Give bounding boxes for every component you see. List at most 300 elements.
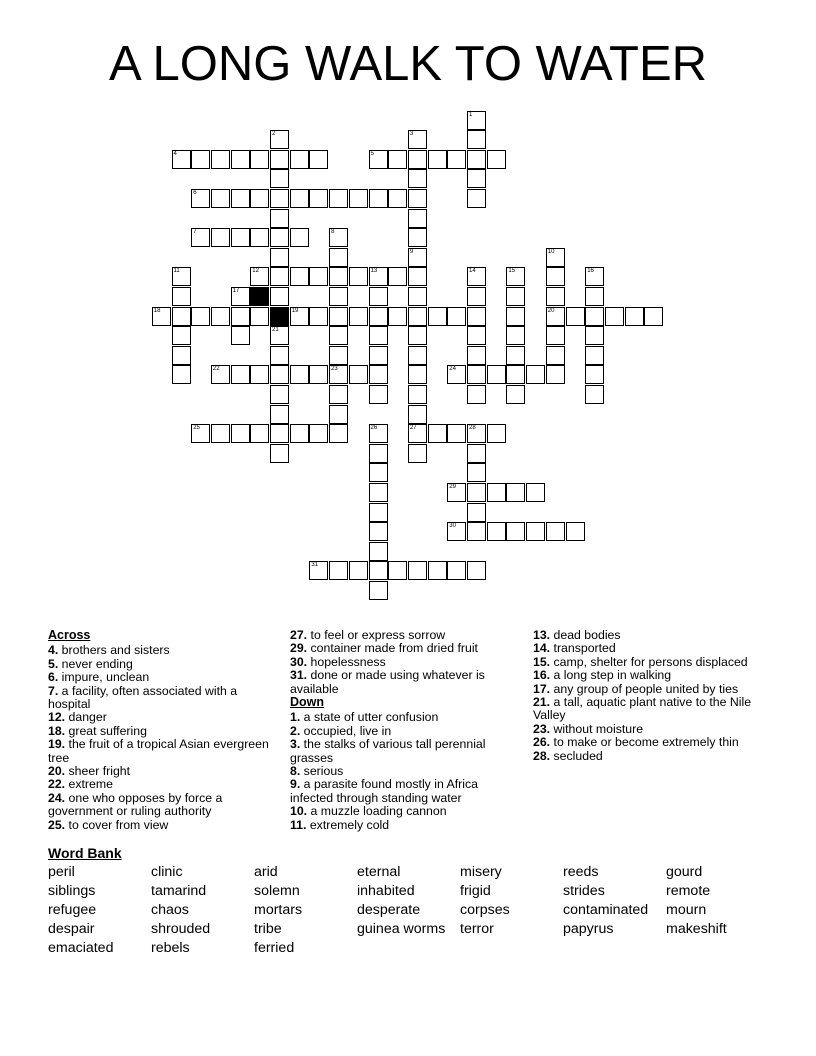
- clue-number-label: 19: [291, 307, 299, 314]
- grid-cell[interactable]: [329, 365, 348, 384]
- word-bank-item: papyrus: [563, 921, 614, 937]
- grid-cell[interactable]: [270, 267, 289, 286]
- grid-cell[interactable]: [447, 307, 466, 326]
- grid-cell[interactable]: [546, 248, 565, 267]
- grid-cell[interactable]: [388, 267, 407, 286]
- grid-cell[interactable]: [309, 189, 328, 208]
- grid-cell[interactable]: [290, 365, 309, 384]
- grid-cell[interactable]: [487, 522, 506, 541]
- grid-cell[interactable]: [467, 150, 486, 169]
- clue-number: 3.: [290, 737, 301, 752]
- grid-cell[interactable]: [191, 228, 210, 247]
- grid-cell[interactable]: [408, 424, 427, 443]
- grid-cell[interactable]: [309, 561, 328, 580]
- grid-cell[interactable]: [526, 365, 545, 384]
- grid-cell[interactable]: [467, 444, 486, 463]
- grid-cell[interactable]: [467, 561, 486, 580]
- grid-cell[interactable]: [231, 287, 250, 306]
- grid-cell[interactable]: [506, 365, 525, 384]
- grid-cell[interactable]: [467, 424, 486, 443]
- clue-number-label: 5: [370, 150, 374, 157]
- word-bank-item: tribe: [254, 921, 282, 937]
- grid-cell[interactable]: [270, 209, 289, 228]
- clue-item: [533, 656, 763, 669]
- clue-item: [290, 642, 512, 655]
- grid-cell[interactable]: [309, 307, 328, 326]
- grid-cell[interactable]: [585, 346, 604, 365]
- grid-cell[interactable]: [467, 169, 486, 188]
- grid-cell[interactable]: [270, 326, 289, 345]
- grid-cell[interactable]: [369, 365, 388, 384]
- grid-cell[interactable]: [467, 503, 486, 522]
- grid-cell[interactable]: [309, 150, 328, 169]
- grid-cell[interactable]: [231, 150, 250, 169]
- grid-cell[interactable]: [270, 150, 289, 169]
- grid-cell[interactable]: [388, 150, 407, 169]
- clue-text: serious: [300, 764, 344, 779]
- grid-cell[interactable]: [585, 385, 604, 404]
- grid-cell[interactable]: [231, 307, 250, 326]
- clue-text: a parasite found mostly in Africa infected through standing water: [290, 777, 478, 805]
- grid-cell[interactable]: [546, 522, 565, 541]
- word-bank-item: refugee: [48, 902, 97, 918]
- clue-item: [48, 644, 274, 657]
- grid-cell[interactable]: [290, 424, 309, 443]
- grid-cell[interactable]: [388, 561, 407, 580]
- grid-cell[interactable]: [369, 287, 388, 306]
- clue-item: [533, 629, 763, 642]
- clue-number-label: 20: [547, 307, 555, 314]
- grid-cell[interactable]: [467, 307, 486, 326]
- clue-text: to make or become extremely thin: [550, 735, 739, 750]
- grid-cell[interactable]: [369, 150, 388, 169]
- grid-cell[interactable]: [447, 522, 466, 541]
- grid-cell[interactable]: [506, 287, 525, 306]
- grid-cell[interactable]: [447, 424, 466, 443]
- word-bank: [48, 864, 808, 956]
- clue-item: [48, 765, 274, 778]
- clue-number: 20.: [48, 764, 66, 779]
- clue-item: [533, 696, 763, 723]
- grid-cell[interactable]: [428, 307, 447, 326]
- clue-text: a state of utter confusion: [300, 710, 439, 725]
- word-bank-item: rebels: [151, 940, 190, 956]
- grid-cell[interactable]: [270, 228, 289, 247]
- grid-cell[interactable]: [408, 326, 427, 345]
- clue-number: 14.: [533, 641, 551, 656]
- clue-number-label: 6: [193, 189, 197, 196]
- clue-number-label: 16: [587, 268, 594, 275]
- grid-cell[interactable]: [408, 346, 427, 365]
- grid-cell[interactable]: [191, 424, 210, 443]
- grid-cell[interactable]: [506, 522, 525, 541]
- grid-cell[interactable]: [526, 483, 545, 502]
- grid-cell[interactable]: [408, 209, 427, 228]
- grid-cell[interactable]: [408, 169, 427, 188]
- grid-cell[interactable]: [231, 424, 250, 443]
- grid-cell[interactable]: [388, 307, 407, 326]
- grid-cell[interactable]: [369, 542, 388, 561]
- clue-text: to feel or express sorrow: [307, 628, 446, 642]
- grid-cell[interactable]: [231, 228, 250, 247]
- grid-cell[interactable]: [329, 189, 348, 208]
- grid-cell[interactable]: [270, 169, 289, 188]
- grid-cell[interactable]: [309, 365, 328, 384]
- clue-number-label: 13: [370, 268, 378, 275]
- clue-number: 29.: [290, 641, 308, 656]
- clue-text: to cover from view: [65, 817, 169, 832]
- clue-number-label: 18: [153, 307, 161, 314]
- grid-cell[interactable]: [467, 130, 486, 149]
- grid-cell[interactable]: [408, 150, 427, 169]
- clue-item: [533, 669, 763, 682]
- clue-item: [48, 778, 274, 791]
- clue-number: 9.: [290, 777, 301, 792]
- grid-cell[interactable]: [369, 463, 388, 482]
- grid-cell[interactable]: [211, 365, 230, 384]
- grid-cell[interactable]: [369, 307, 388, 326]
- clue-number-label: 29: [449, 483, 456, 490]
- grid-cell[interactable]: [250, 189, 269, 208]
- word-bank-item: guinea worms: [357, 921, 446, 937]
- grid-cell[interactable]: [211, 150, 230, 169]
- grid-cell[interactable]: [526, 522, 545, 541]
- grid-cell[interactable]: [408, 444, 427, 463]
- grid-cell[interactable]: [408, 365, 427, 384]
- grid-cell[interactable]: [585, 365, 604, 384]
- clue-text: hopelessness: [307, 654, 386, 669]
- grid-cell[interactable]: [546, 287, 565, 306]
- grid-cell[interactable]: [585, 287, 604, 306]
- clue-text: secluded: [550, 748, 603, 763]
- grid-cell[interactable]: [585, 307, 604, 326]
- black-square: [250, 287, 269, 306]
- clue-item: [533, 723, 763, 736]
- grid-cell[interactable]: [329, 307, 348, 326]
- grid-cell[interactable]: [566, 522, 585, 541]
- grid-cell[interactable]: [605, 307, 624, 326]
- word-bank-item: reeds: [563, 864, 599, 880]
- word-bank-item: siblings: [48, 883, 96, 899]
- clue-number: 17.: [533, 681, 551, 696]
- grid-cell[interactable]: [467, 267, 486, 286]
- grid-cell[interactable]: [172, 307, 191, 326]
- grid-cell[interactable]: [152, 307, 171, 326]
- clue-text: any group of people united by ties: [550, 681, 739, 696]
- grid-cell[interactable]: [585, 267, 604, 286]
- grid-cell[interactable]: [506, 346, 525, 365]
- grid-cell[interactable]: [290, 150, 309, 169]
- clue-text: great suffering: [65, 723, 147, 738]
- grid-cell[interactable]: [270, 130, 289, 149]
- grid-cell[interactable]: [546, 326, 565, 345]
- grid-cell[interactable]: [408, 248, 427, 267]
- word-bank-item: makeshift: [666, 921, 727, 937]
- clue-item: [48, 725, 274, 738]
- clue-number: 4.: [48, 643, 59, 658]
- grid-cell[interactable]: [566, 307, 585, 326]
- grid-cell[interactable]: [270, 346, 289, 365]
- grid-cell[interactable]: [467, 287, 486, 306]
- clue-item: [48, 711, 274, 724]
- grid-cell[interactable]: [546, 307, 565, 326]
- word-bank-item: despair: [48, 921, 95, 937]
- grid-cell[interactable]: [369, 581, 388, 600]
- word-bank-item: gourd: [666, 864, 703, 880]
- clue-number-label: 4: [173, 150, 177, 157]
- clue-item: [290, 656, 512, 669]
- grid-cell[interactable]: [270, 385, 289, 404]
- clue-number: 19.: [48, 737, 66, 752]
- word-bank-item: frigid: [460, 883, 491, 899]
- grid-cell[interactable]: [191, 307, 210, 326]
- grid-cell[interactable]: [172, 346, 191, 365]
- grid-cell[interactable]: [349, 189, 368, 208]
- grid-cell[interactable]: [329, 561, 348, 580]
- word-bank-item: misery: [460, 864, 502, 880]
- grid-cell[interactable]: [447, 483, 466, 502]
- grid-cell[interactable]: [349, 307, 368, 326]
- grid-cell[interactable]: [349, 267, 368, 286]
- grid-cell[interactable]: [172, 287, 191, 306]
- word-bank-item: shrouded: [151, 921, 211, 937]
- grid-cell[interactable]: [270, 405, 289, 424]
- word-bank-item: clinic: [151, 864, 183, 880]
- clue-item: [533, 736, 763, 749]
- grid-cell[interactable]: [487, 483, 506, 502]
- grid-cell[interactable]: [369, 483, 388, 502]
- grid-cell[interactable]: [408, 189, 427, 208]
- grid-cell[interactable]: [329, 424, 348, 443]
- clue-number-label: 15: [508, 268, 516, 275]
- grid-cell[interactable]: [388, 189, 407, 208]
- clue-item: [48, 658, 274, 671]
- grid-cell[interactable]: [506, 307, 525, 326]
- word-bank-item: tamarind: [151, 883, 207, 899]
- grid-cell[interactable]: [644, 307, 663, 326]
- clue-item: [290, 778, 512, 805]
- grid-cell[interactable]: [172, 326, 191, 345]
- grid-cell[interactable]: [309, 424, 328, 443]
- clue-number-label: 2: [272, 131, 276, 138]
- clue-item: [48, 819, 274, 832]
- clue-item: [290, 629, 512, 642]
- clue-number-label: 21: [272, 327, 279, 334]
- clue-number: 22.: [48, 777, 66, 792]
- grid-cell[interactable]: [231, 365, 250, 384]
- clue-number: 30.: [290, 654, 308, 669]
- clue-number-label: 25: [193, 425, 200, 432]
- grid-cell[interactable]: [250, 150, 269, 169]
- clue-number: 12.: [48, 710, 66, 725]
- grid-cell[interactable]: [329, 248, 348, 267]
- grid-cell[interactable]: [290, 189, 309, 208]
- grid-cell[interactable]: [408, 307, 427, 326]
- clue-item: [533, 642, 763, 655]
- grid-cell[interactable]: [250, 307, 269, 326]
- clue-number: 13.: [533, 628, 551, 642]
- clue-text: a muzzle loading cannon: [307, 804, 447, 819]
- clues-column-3: [533, 629, 763, 763]
- grid-cell[interactable]: [408, 267, 427, 286]
- grid-cell[interactable]: [369, 385, 388, 404]
- grid-cell[interactable]: [467, 189, 486, 208]
- grid-cell[interactable]: [270, 287, 289, 306]
- grid-cell[interactable]: [447, 365, 466, 384]
- grid-cell[interactable]: [428, 424, 447, 443]
- clue-text: a tall, aquatic plant native to the Nile Valley: [533, 695, 752, 723]
- grid-cell[interactable]: [467, 365, 486, 384]
- grid-cell[interactable]: [467, 111, 486, 130]
- grid-cell[interactable]: [506, 326, 525, 345]
- clue-text: done or made using whatever is available: [290, 668, 485, 696]
- grid-cell[interactable]: [250, 228, 269, 247]
- grid-cell[interactable]: [290, 307, 309, 326]
- grid-cell[interactable]: [467, 483, 486, 502]
- grid-cell[interactable]: [270, 189, 289, 208]
- grid-cell[interactable]: [211, 189, 230, 208]
- clue-number-label: 31: [311, 562, 319, 569]
- grid-cell[interactable]: [329, 405, 348, 424]
- grid-cell[interactable]: [625, 307, 644, 326]
- puzzle-title: A LONG WALK TO WATER: [108, 37, 708, 91]
- clue-number-label: 28: [469, 425, 476, 432]
- clue-number: 5.: [48, 656, 59, 671]
- clue-number: 2.: [290, 723, 301, 738]
- grid-cell[interactable]: [369, 326, 388, 345]
- grid-cell[interactable]: [231, 326, 250, 345]
- grid-cell[interactable]: [329, 385, 348, 404]
- black-square: [270, 307, 289, 326]
- grid-cell[interactable]: [487, 424, 506, 443]
- grid-cell[interactable]: [467, 463, 486, 482]
- grid-cell[interactable]: [329, 326, 348, 345]
- grid-cell[interactable]: [250, 267, 269, 286]
- clue-text: brothers and sisters: [58, 643, 170, 658]
- grid-cell[interactable]: [329, 228, 348, 247]
- grid-cell[interactable]: [506, 483, 525, 502]
- grid-cell[interactable]: [172, 150, 191, 169]
- grid-cell[interactable]: [270, 424, 289, 443]
- grid-cell[interactable]: [270, 444, 289, 463]
- clue-text: extremely cold: [306, 817, 390, 832]
- clue-item: [290, 725, 512, 738]
- grid-cell[interactable]: [349, 561, 368, 580]
- grid-cell[interactable]: [408, 130, 427, 149]
- word-bank-item: desperate: [357, 902, 421, 918]
- clue-number-label: 27: [409, 425, 417, 432]
- clue-number: 25.: [48, 817, 66, 832]
- grid-cell[interactable]: [408, 561, 427, 580]
- down-heading: Down: [290, 695, 325, 710]
- grid-cell[interactable]: [487, 150, 506, 169]
- grid-cell[interactable]: [369, 424, 388, 443]
- clue-item: [290, 765, 512, 778]
- grid-cell[interactable]: [546, 365, 565, 384]
- clue-number-label: 30: [449, 523, 456, 530]
- clue-text: container made from dried fruit: [307, 641, 478, 656]
- grid-cell[interactable]: [191, 189, 210, 208]
- grid-cell[interactable]: [250, 424, 269, 443]
- grid-cell[interactable]: [447, 150, 466, 169]
- grid-cell[interactable]: [506, 385, 525, 404]
- clue-number-label: 7: [193, 229, 197, 236]
- grid-cell[interactable]: [369, 503, 388, 522]
- clue-number-label: 17: [232, 287, 240, 294]
- grid-cell[interactable]: [369, 522, 388, 541]
- grid-cell[interactable]: [270, 248, 289, 267]
- grid-cell[interactable]: [172, 365, 191, 384]
- grid-cell[interactable]: [428, 561, 447, 580]
- grid-cell[interactable]: [250, 365, 269, 384]
- grid-cell[interactable]: [467, 326, 486, 345]
- grid-cell[interactable]: [506, 267, 525, 286]
- grid-cell[interactable]: [447, 561, 466, 580]
- grid-cell[interactable]: [369, 267, 388, 286]
- clue-text: one who opposes by force a government or ruling authority: [48, 790, 223, 819]
- clue-text: a facility, often associated with a hospital: [48, 683, 238, 712]
- grid-cell[interactable]: [329, 346, 348, 365]
- grid-cell[interactable]: [546, 267, 565, 286]
- clue-number-label: 23: [331, 366, 338, 373]
- grid-cell[interactable]: [309, 267, 328, 286]
- grid-cell[interactable]: [487, 365, 506, 384]
- grid-cell[interactable]: [408, 405, 427, 424]
- word-bank-item: mortars: [254, 902, 303, 918]
- grid-cell[interactable]: [585, 326, 604, 345]
- grid-cell[interactable]: [231, 189, 250, 208]
- grid-cell[interactable]: [191, 150, 210, 169]
- grid-cell[interactable]: [467, 522, 486, 541]
- clue-item: [533, 683, 763, 696]
- clue-item: [290, 805, 512, 818]
- word-bank-item: chaos: [151, 902, 189, 918]
- clue-item: [48, 685, 274, 712]
- clue-text: the fruit of a tropical Asian evergreen tree: [48, 737, 269, 765]
- grid-cell[interactable]: [290, 267, 309, 286]
- grid-cell[interactable]: [172, 267, 191, 286]
- grid-cell[interactable]: [546, 346, 565, 365]
- grid-cell[interactable]: [211, 228, 230, 247]
- grid-cell[interactable]: [408, 287, 427, 306]
- grid-cell[interactable]: [408, 228, 427, 247]
- grid-cell[interactable]: [408, 385, 427, 404]
- clue-number: 21.: [533, 695, 551, 710]
- grid-cell[interactable]: [290, 228, 309, 247]
- grid-cell[interactable]: [467, 346, 486, 365]
- word-bank-item: terror: [460, 921, 494, 937]
- grid-cell[interactable]: [369, 561, 388, 580]
- clue-number: 18.: [48, 723, 66, 738]
- word-bank-item: peril: [48, 864, 75, 880]
- grid-cell[interactable]: [329, 267, 348, 286]
- clue-number: 1.: [290, 710, 301, 725]
- grid-cell[interactable]: [467, 385, 486, 404]
- grid-cell[interactable]: [211, 307, 230, 326]
- grid-cell[interactable]: [428, 150, 447, 169]
- grid-cell[interactable]: [369, 444, 388, 463]
- grid-cell[interactable]: [369, 189, 388, 208]
- clue-item: [290, 711, 512, 724]
- clue-text: a long step in walking: [550, 668, 672, 683]
- clue-number: 16.: [533, 668, 551, 683]
- grid-cell[interactable]: [329, 287, 348, 306]
- grid-cell[interactable]: [369, 346, 388, 365]
- grid-cell[interactable]: [270, 365, 289, 384]
- grid-cell[interactable]: [211, 424, 230, 443]
- clue-number: 6.: [48, 670, 59, 685]
- grid-cell[interactable]: [349, 365, 368, 384]
